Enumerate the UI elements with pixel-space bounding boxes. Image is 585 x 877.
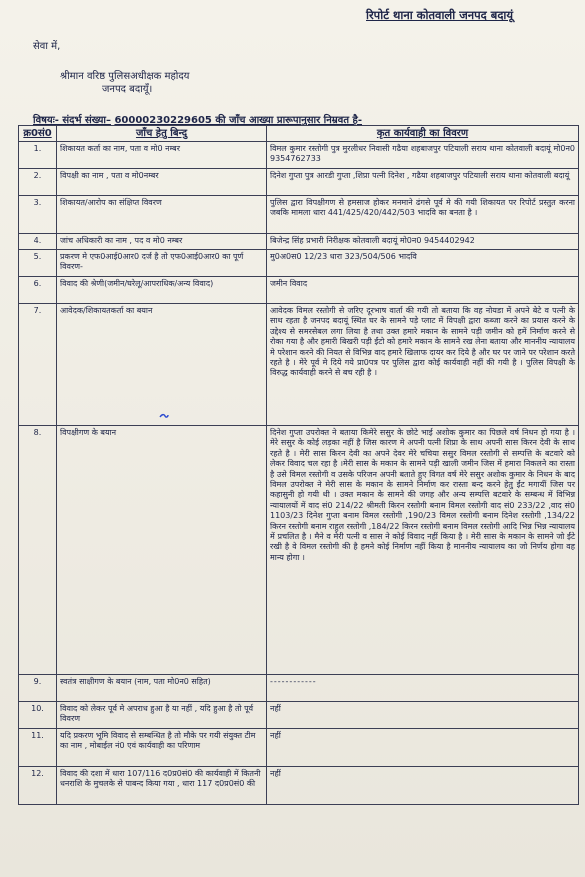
- row-answer: दिनेश गुप्ता उपरोक्त ने बताया किमेरे ससुर के छोटे भाई अशोक कुमार का पिछले वर्ष निधन हो गया है । मेरे ससुर के कोई लड़का नहीं है जिस कारण मे अपनी पत्नी शिप्रा के साथ अपनी सास किरन देवी के साथ रहते है । मेरी सास किरन देवी का अपने देवर मेरे चचिया ससुर विमल रस्तोगी से सम्पत्ति के बटवारे को लेकर विवाद चल रहा है ।मेरी सास के मकान के सामने पड़ी खाली जमीन जिस में हमारा निकलने का रास्ता है उसे विमल रस्तोगी व उसके परिजन अपनी बताते हुए विगत वर्ष मेरे ससुर अशोक कुमार के निधन के बाद विमल उपरोक्त ने मेरी सास के मकान के सामने निर्माण कर रास्ता बन्द करने हेतु ईंट मगायीं जिस पर कहासुनी हो गयी थी । उक्त मकान के सामने की जगह और अन्य सम्पत्ति बटवारे के सम्बन्ध में विभिन्न न्यायालयों में वाद सं0 214/22 श्रीमती किरन रस्तोगी बनाम विमल रस्तोगी वाद सं0 233/22 ,वाद सं0 1103/23 दिनेश गुप्ता बनाम विमल रस्तोगी ,190/23 विमल रस्तोगी बनाम दिनेश रस्तोगी ,134/22 किरन रस्तोगी बनाम राहुल रस्तोगी ,184/22 किरन रस्तोगी बनाम विमल रस्तोगी आदि भिन्न भिन्न न्यायालय में प्रचलित है । मैने व मेरी पत्नी व सास ने कोई विवाद नहीं किया है । मेरी सास के मकान के सामने जो ईंटे रखी है वे विमल रस्तोगी की है हमने कोई निर्माण नहीं किया है माननीय न्यायालय का जो निर्णय होगा वह मान्य होगा ।: [267, 426, 579, 675]
- salutation: सेवा में,: [33, 41, 61, 52]
- row-serial: 12.: [19, 767, 57, 805]
- addressee-line-2: जनपद बदायूँ।: [102, 84, 153, 95]
- inquiry-table: [18, 125, 579, 805]
- row-point: विपक्षीगण के बयान: [57, 426, 267, 675]
- row-serial: 3.: [19, 196, 57, 234]
- table-row: [19, 304, 579, 426]
- subject-label: विषयः- संदर्भ संख्या–: [33, 115, 111, 126]
- row-point: विवाद की दशा में धारा 107/116 द0प्र0सं0 की कार्यवाही में कितनी धनराशि के मुचलके से पाबन्द किया गया , धारा 117 द0प्र0सं0 की: [57, 767, 267, 805]
- row-point: विवाद की श्रेणी(जमीन/घरेलू/आपराधिक/अन्य विवाद): [57, 277, 267, 304]
- row-answer: दिनेश गुप्ता पुत्र आरडी गुप्ता ,शिप्रा पत्नी दिनेश , गढैया शहबाजपुर पटियाली सराय थाना कोतवाली बदायूं: [267, 169, 579, 196]
- addressee-line-1: श्रीमान वरिष्ठ पुलिसअधीक्षक महोदय: [60, 71, 190, 82]
- table-row: [19, 142, 579, 169]
- table-header-row: [19, 126, 579, 142]
- row-point: शिकायत/आरोप का संक्षिप्त विवरण: [57, 196, 267, 234]
- row-serial: 10.: [19, 702, 57, 729]
- table-row: [19, 729, 579, 767]
- row-point: विपक्षी का नाम , पता व मो0नम्बर: [57, 169, 267, 196]
- row-serial: 1.: [19, 142, 57, 169]
- subject-text: 60000230229605 की जाँच आख्या प्रारूपानुसार निम्रवत है-: [114, 115, 362, 126]
- table-row: [19, 169, 579, 196]
- row-answer: बिजेन्द्र सिंह प्रभारी निरीक्षक कोतवाली बदायूं मो0न0 9454402942: [267, 234, 579, 250]
- table-row: [19, 277, 579, 304]
- table-row: [19, 767, 579, 805]
- row-point: आवेदक/शिकायतकर्ता का बयान: [57, 304, 267, 426]
- row-serial: 4.: [19, 234, 57, 250]
- row-point: यदि प्रकरण भूमि विवाद से सम्बन्धित है तो मौके पर गयी संयुक्त टीम का नाम , मोबाईल नं0 एवं कार्यवाही का परिणाम: [57, 729, 267, 767]
- row-serial: 11.: [19, 729, 57, 767]
- row-answer: विमल कुमार रस्तोगी पुत्र मुरलीधर निवासी गढैया शहबाजपुर पटियाली सराय थाना कोतवाली बदायूं मो0न0 9354762733: [267, 142, 579, 169]
- table-row: [19, 196, 579, 234]
- row-answer: नहीं: [267, 767, 579, 805]
- row-serial: 8.: [19, 426, 57, 675]
- table-row: [19, 702, 579, 729]
- row-serial: 9.: [19, 675, 57, 702]
- row-answer: जमीन विवाद: [267, 277, 579, 304]
- row-serial: 2.: [19, 169, 57, 196]
- table-row: [19, 250, 579, 277]
- report-title: रिपोर्ट थाना कोतवाली जनपद बदायूं: [366, 8, 514, 22]
- row-answer: पुलिस द्वारा विपक्षीगण से हमसाज होकर मनमाने ढंगसे पूर्व मे की गयी शिकायत पर रिपोर्ट प्रस्तुत करना जबकि मामला धारा 441/425/420/442/503 भादवि का बनता है ।: [267, 196, 579, 234]
- row-point: जांच अधिकारी का नाम , पद व मो0 नम्बर: [57, 234, 267, 250]
- row-point: प्रकरण मे एफ0आई0आर0 दर्ज है तो एफ0आई0आर0 का पूर्ण विवरण-: [57, 250, 267, 277]
- row-point: विवाद को लेकर पूर्व मे अपराध हुआ है या नहीं , यदि हुआ है तो पूर्व विवरण: [57, 702, 267, 729]
- header-serial: क्र0सं0: [19, 126, 57, 142]
- row-answer: मु0अ0स0 12/23 धारा 323/504/506 भादवि: [267, 250, 579, 277]
- table-row: [19, 675, 579, 702]
- row-serial: 6.: [19, 277, 57, 304]
- row-point: स्वतंत्र साक्षीगण के बयान (नाम, पता मो0न0 सहित): [57, 675, 267, 702]
- row-answer: नहीं: [267, 702, 579, 729]
- row-answer: ------------: [267, 675, 579, 702]
- subject-line: [33, 112, 362, 126]
- row-answer: आवेदक विमल रस्तोगी से जरिए दूरभाष वार्ता की गयी तो बताया कि वह नोयडा में अपने बेटे व पत्नी के साथ रहता है जनपद बदायूं स्थित घर के सामने पड़े प्लाट में विपक्षी द्वारा कब्जा करने का प्रयास करने के उद्देश्य से समरसेबल लगा लिया है तथा उक्त हमारे मकान के सामने पड़ी जमीन को हमें निर्माण करने से रोका गया है और हमारी बिखरी पड़ी ईंटो को हमारे मकान के सामने रख लेना बताया और माननीय न्यायालय मे परेशान करने की नियत से विभिन्न वाद हमारे खिलाफ दायर कर दिये है और घर पर जाने पर परेशान करते रहते है । मेरे पूर्व मे दिये गये प्रा0पत्र पर पुलिस द्वारा कोई कार्यवाही नहीं की गयी है । पुलिस विपक्षी के विरुद्ध कार्यवाही करने से बच रही है ।: [267, 304, 579, 426]
- ink-mark-icon: [159, 413, 169, 419]
- row-point: शिकायत कर्ता का नाम, पता व मो0 नम्बर: [57, 142, 267, 169]
- header-action-detail: कृत कार्यवाही का विवरण: [267, 126, 579, 142]
- row-serial: 5.: [19, 250, 57, 277]
- row-answer: नहीं: [267, 729, 579, 767]
- table-row: [19, 426, 579, 675]
- table-row: [19, 234, 579, 250]
- row-serial: 7.: [19, 304, 57, 426]
- header-inquiry-point: जाँच हेतु बिन्दु: [57, 126, 267, 142]
